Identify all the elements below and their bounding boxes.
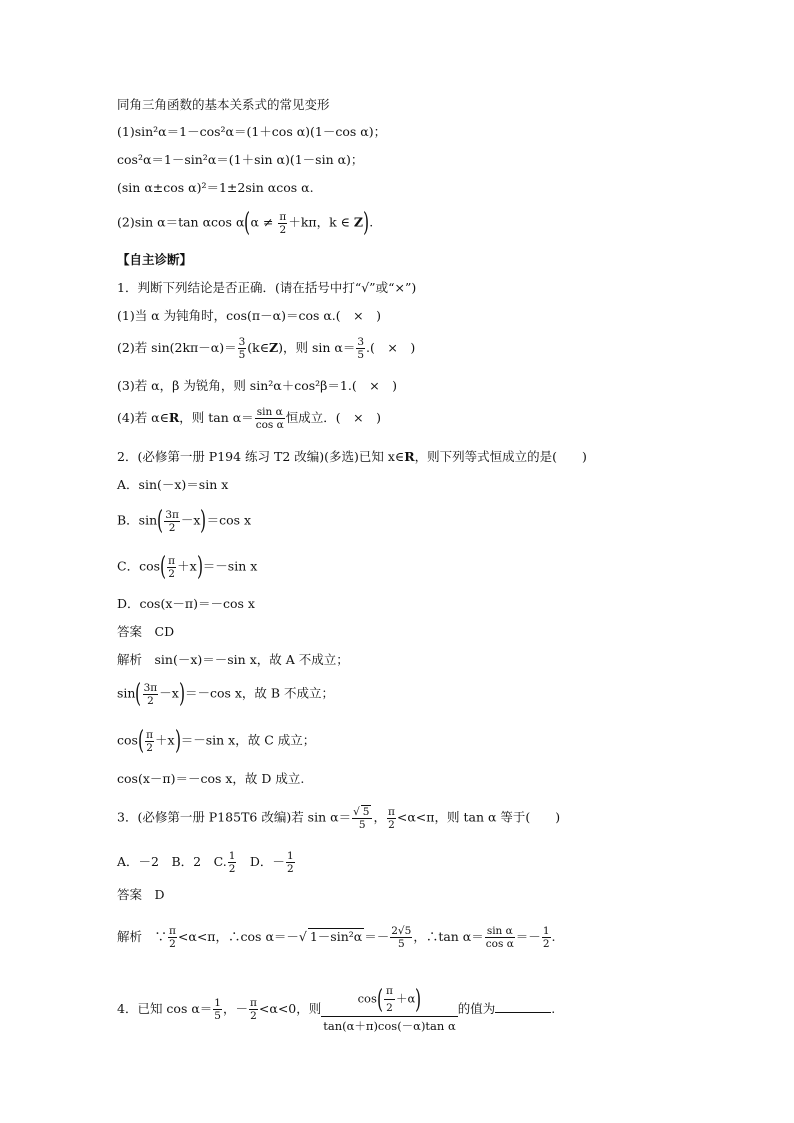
q2-stem-b: ，则下列等式恒成立的是( ) xyxy=(414,449,587,464)
q2-option-a: A．sin(－x)＝sin x xyxy=(117,477,229,492)
q4-stem xyxy=(117,985,555,1034)
formula-tail: . xyxy=(369,214,374,230)
formula-line-2: cos²α＝1－sin²α＝(1＋sin α)(1－sin α)； xyxy=(117,152,364,167)
fraction-numerator: 1 xyxy=(542,925,550,937)
fraction-denominator: 5 xyxy=(397,938,405,950)
fraction-denominator: cos α xyxy=(485,938,514,950)
set-r: R xyxy=(404,449,415,464)
sol2-b: －x xyxy=(159,685,179,701)
q4-stem-a: 4．已知 cos α＝ xyxy=(117,1001,213,1016)
sol2-c: ＝－cos x，故 B 不成立； xyxy=(184,685,335,701)
fraction-denominator: cos α xyxy=(255,419,284,431)
item4-text-c: 恒成立．( × ) xyxy=(285,410,381,425)
compound-numerator xyxy=(321,985,458,1017)
q2-solution-2 xyxy=(117,681,334,707)
compound-denominator: tan(α＋π)cos(－α)tan α xyxy=(323,1019,456,1033)
fraction-1-over-5 xyxy=(213,997,222,1022)
set-r: R xyxy=(168,410,180,425)
set-z: Z xyxy=(353,214,364,230)
q3-stem-c: <α<π，则 tan α 等于( ) xyxy=(396,809,561,825)
fraction-denominator: 2 xyxy=(146,741,153,754)
fraction-3-over-5 xyxy=(238,336,247,361)
q3-stem-a: 3．(必修第一册 P185T6 改编)若 sin α＝ xyxy=(117,809,352,825)
fraction-pi-over-2 xyxy=(387,806,396,831)
fraction-denominator: 2 xyxy=(388,818,395,831)
left-paren-icon: ( xyxy=(376,984,384,1015)
fraction-denominator: 2 xyxy=(168,521,176,534)
formula-line-3: (sin α±cos α)²＝1±2sin αcos α. xyxy=(117,180,314,195)
fraction-denominator: 5 xyxy=(214,1010,221,1022)
fraction-pi-over-2 xyxy=(249,997,258,1022)
fraction-numerator: π xyxy=(146,728,154,741)
q3-stem-b: ， xyxy=(373,809,386,825)
fraction-numerator: 3 xyxy=(357,336,365,348)
left-paren-icon: ( xyxy=(135,679,142,709)
optC-b: ＋x xyxy=(177,558,197,574)
fraction-numerator: π xyxy=(387,805,395,818)
formula-lead: (2)sin α＝tan αcos α xyxy=(117,214,245,230)
fraction-2sqrt5-over-5 xyxy=(390,925,412,950)
q2-option-c xyxy=(117,554,257,580)
item2-text-a: (2)若 sin(2kπ－α)＝ xyxy=(117,340,237,355)
item2-text-d: .( × ) xyxy=(366,340,416,355)
q2-stem xyxy=(117,449,587,465)
fraction-pi-over-2 xyxy=(145,729,154,754)
q1-stem: 1．判断下列结论是否正确．(请在括号中打“√”或“×”) xyxy=(117,280,417,295)
optC-a: C．cos xyxy=(117,558,161,574)
q3-sol-c: ＝－ xyxy=(364,929,390,944)
fraction-denominator: 2 xyxy=(147,694,154,707)
section-title: 同角三角函数的基本关系式的常见变形 xyxy=(117,97,330,112)
fraction-numerator: π xyxy=(384,985,395,1000)
fraction-numerator: 3π xyxy=(143,681,158,694)
fraction-denominator: 5 xyxy=(357,349,365,361)
item2-text-c: )，则 sin α＝ xyxy=(278,340,356,355)
q2-solution-1: 解析 sin(－x)＝－sin x，故 A 不成立； xyxy=(117,652,349,667)
right-paren-icon: ) xyxy=(415,984,422,1015)
fraction-3-over-5-b xyxy=(356,336,365,361)
fraction-numerator: sin α xyxy=(485,925,515,938)
sol2-a: sin xyxy=(117,685,136,701)
q2-solution-3 xyxy=(117,728,315,754)
fraction-denominator: 2 xyxy=(250,1010,257,1022)
cond-b: ＋kπ，k ∈ xyxy=(288,214,354,230)
fraction-1-over-2 xyxy=(228,850,237,875)
self-diagnosis-header: 【自主诊断】 xyxy=(117,252,193,267)
left-paren-icon: ( xyxy=(160,552,167,582)
fraction-numerator: 2√5 xyxy=(391,925,412,937)
fraction-denominator: 2 xyxy=(169,938,176,950)
fraction-numerator: π xyxy=(250,997,257,1009)
fraction-numerator: π xyxy=(169,925,176,937)
item4-text-a: (4)若 α∈ xyxy=(117,410,169,425)
fraction-denominator: 2 xyxy=(386,1002,393,1014)
fraction-denominator: 2 xyxy=(286,863,294,875)
right-paren-icon: ) xyxy=(178,679,185,709)
fraction-numerator: 1 xyxy=(228,850,236,862)
right-paren-icon: ) xyxy=(196,552,203,582)
fraction-pi-over-2 xyxy=(168,925,177,950)
q2-answer: 答案 CD xyxy=(117,624,175,639)
q3-sol-a: 解析 ∵ xyxy=(117,929,168,944)
fraction-denominator: 2 xyxy=(279,223,287,236)
answer-blank[interactable] xyxy=(495,1000,551,1013)
q3-answer: 答案 D xyxy=(117,887,165,902)
sqrt-radicand: 5 xyxy=(362,806,370,818)
fraction-numerator: √ 5 xyxy=(352,805,372,819)
q2-option-b xyxy=(117,508,251,534)
fraction-denominator: 2 xyxy=(542,938,550,950)
q3-options xyxy=(117,850,296,875)
item2-text-b: (k∈ xyxy=(247,340,269,355)
item4-text-b: ，则 tan α＝ xyxy=(179,410,254,425)
optB-a: B．sin xyxy=(117,512,158,528)
left-paren-icon: ( xyxy=(137,726,145,756)
fraction-numerator: 3 xyxy=(238,336,246,348)
fraction-denominator: 5 xyxy=(358,819,366,831)
fraction-numerator: π xyxy=(279,210,287,223)
formula-line-4 xyxy=(117,210,373,236)
q3-sol-e: ＝－ xyxy=(515,929,541,944)
q2-option-d: D．cos(x－π)＝－cos x xyxy=(117,596,255,611)
q4-stem-b: ，－ xyxy=(222,1001,248,1016)
optB-b: －x xyxy=(180,512,201,528)
fraction-1-over-2-b xyxy=(286,850,295,875)
q1-item-3: (3)若 α，β 为锐角，则 sin²α＋cos²β＝1.( × ) xyxy=(117,378,398,393)
fraction-pi-over-2 xyxy=(278,211,287,236)
q3-opts-b: D．－ xyxy=(237,854,285,869)
fraction-3pi-over-2 xyxy=(164,509,180,534)
q3-sol-f: . xyxy=(551,929,556,944)
plus-alpha: ＋α xyxy=(395,991,416,1006)
fraction-sqrt5-over-5 xyxy=(352,805,372,831)
q3-sol-d: ，∴tan α＝ xyxy=(413,929,484,944)
fraction-denominator: 2 xyxy=(228,863,236,875)
q1-item-2 xyxy=(117,336,415,361)
q4-stem-e: . xyxy=(551,1001,556,1016)
q3-stem xyxy=(117,805,560,831)
fraction-sin-over-cos xyxy=(255,406,285,431)
fraction-denominator: 2 xyxy=(168,567,175,580)
fraction-numerator: sin α xyxy=(255,406,285,419)
fraction-numerator: 3π xyxy=(165,508,179,521)
q4-stem-c: <α<0，则 xyxy=(258,1001,322,1016)
cond-a: α ≠ xyxy=(250,214,278,230)
fraction-numerator: 1 xyxy=(214,997,221,1009)
fraction-numerator: π xyxy=(168,554,176,567)
fraction-pi-over-2 xyxy=(167,555,176,580)
optC-c: ＝－sin x xyxy=(202,558,258,574)
sol3-c: ＝－sin x，故 C 成立； xyxy=(180,732,316,748)
fraction-1-over-2 xyxy=(542,925,551,950)
fraction-sin-over-cos xyxy=(485,925,515,950)
q1-item-1: (1)当 α 为钝角时，cos(π－α)＝cos α.( × ) xyxy=(117,308,382,323)
q3-opts-a: A．－2 B．2 C. xyxy=(117,854,227,869)
q2-stem-a: 2．(必修第一册 P194 练习 T2 改编)(多选)已知 x∈ xyxy=(117,449,405,464)
right-paren-icon: ) xyxy=(200,506,207,536)
left-paren-icon: ( xyxy=(244,208,251,238)
q1-item-4 xyxy=(117,406,381,431)
right-paren-icon: ) xyxy=(363,208,370,238)
compound-fraction xyxy=(321,985,458,1034)
optB-c: ＝cos x xyxy=(206,512,252,528)
q4-stem-d: 的值为 xyxy=(457,1001,496,1016)
cos-label: cos xyxy=(357,991,377,1006)
q3-solution: 解析 ∵ $\frac{\pi}{2}$ <α<π，∴cos α＝－√ 1－sin²α ＝－ $\frac{2√5}{5}$ ，∴tan α＝ $\frac{\text{sin α}}{\text{cos α}}$ ＝－ $\frac{1}{2}$ . xyxy=(117,925,556,950)
fraction-3pi-over-2 xyxy=(143,682,159,707)
sqrt-expression: 1－sin²α xyxy=(309,929,363,944)
q2-solution-4: cos(x－π)＝－cos x，故 D 成立. xyxy=(117,771,305,786)
fraction-denominator: 5 xyxy=(238,349,246,361)
fraction-numerator: 1 xyxy=(286,850,294,862)
set-z: Z xyxy=(269,340,279,355)
formula-line-1: (1)sin²α＝1－cos²α＝(1＋cos α)(1－cos α)； xyxy=(117,124,387,139)
sol3-a: cos xyxy=(117,732,138,748)
q3-sol-b: <α<π，∴cos α＝－ xyxy=(177,929,299,944)
sol3-b: ＋x xyxy=(155,732,175,748)
right-paren-icon: ) xyxy=(174,726,181,756)
left-paren-icon: ( xyxy=(157,506,164,536)
fraction-pi-over-2-inner xyxy=(384,985,395,1014)
